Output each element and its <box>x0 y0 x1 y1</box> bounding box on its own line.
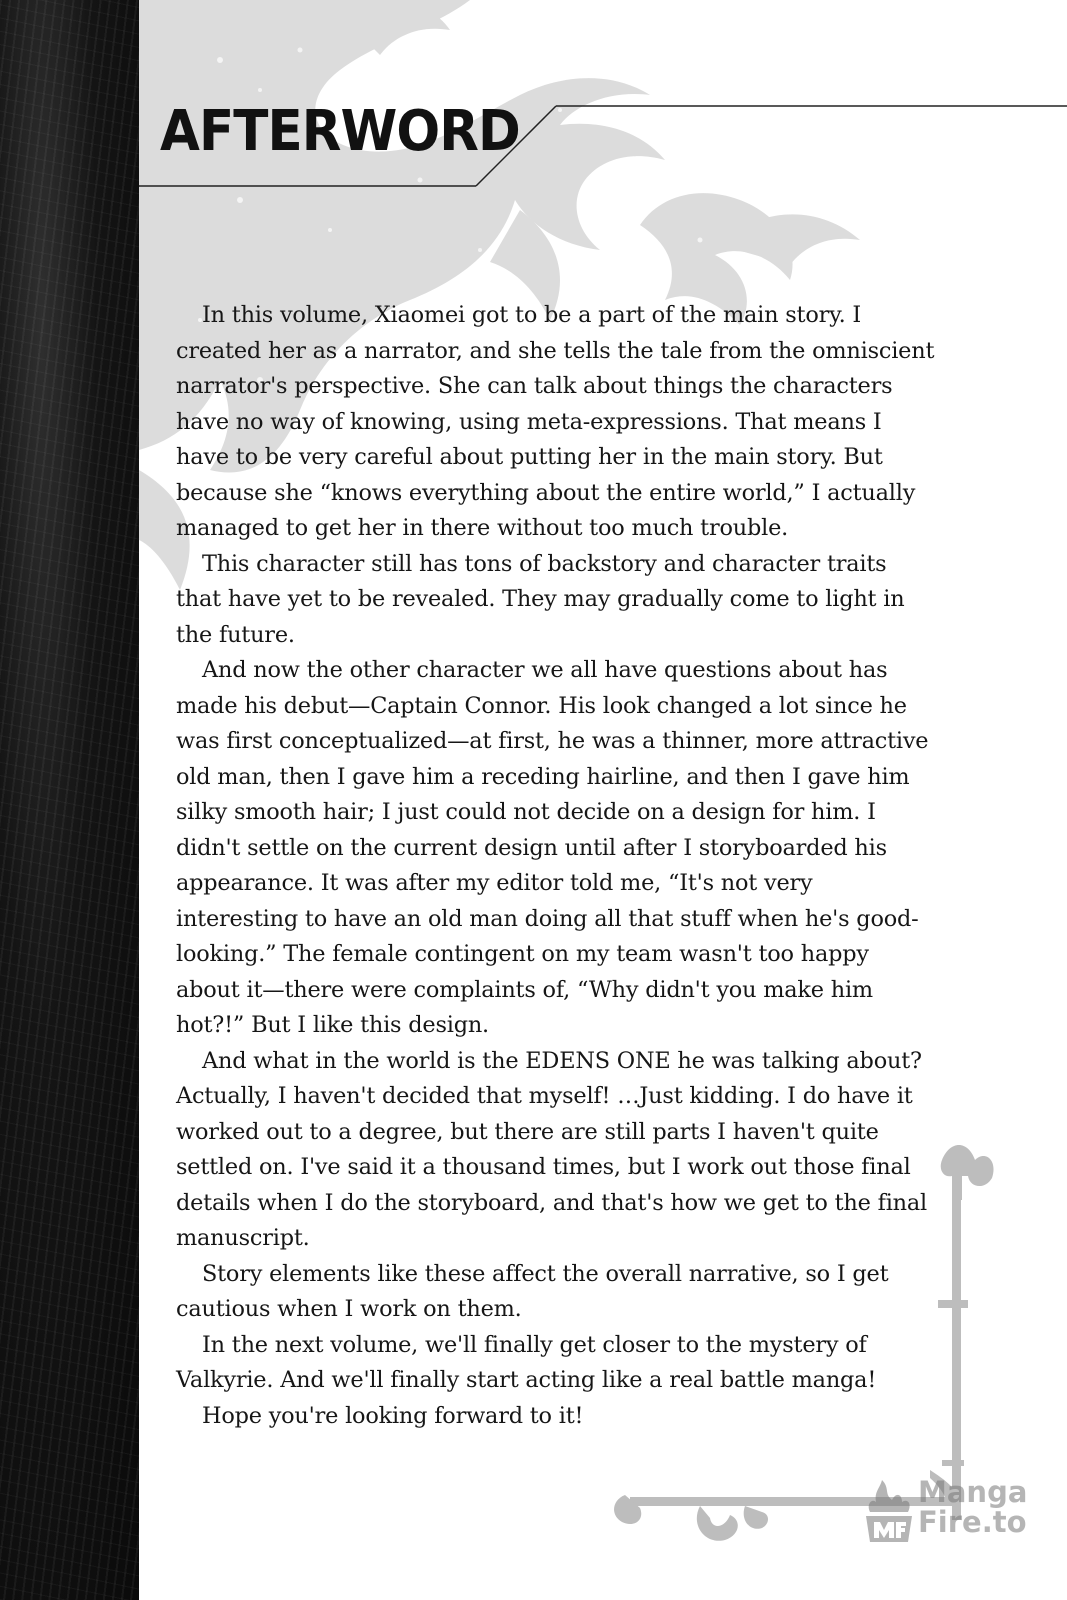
paragraph: And what in the world is the EDENS ONE he was talking about? Actually, I haven't decided that myself! …Just kidding. I do have it worked out to a degree, but there are still parts I haven't quite settled on. I've said it a thousand times, but I work out those final details when I do the storyboard, and that's how we get to the final manuscript. <box>176 1047 927 1251</box>
afterword-heading: AFTERWORD <box>160 99 520 164</box>
flame-logo-icon <box>862 1478 916 1544</box>
paragraph: In the next volume, we'll finally get closer to the mystery of Valkyrie. And we'll finally start acting like a real battle manga! <box>176 1331 877 1393</box>
paragraph: In this volume, Xiaomei got to be a part of the main story. I created her as a narrator, and she tells the tale from the omniscient narrator's perspective. She can talk about things the characters have no way of knowing, using meta-expressions. That means I have to be very careful about putting her in the main story. But because she “knows everything about the entire world,” I actually managed to get her in there without too much trouble. <box>176 302 935 541</box>
paragraph: Hope you're looking forward to it! <box>202 1402 584 1429</box>
watermark-line2: Fire.to <box>918 1505 1027 1539</box>
paragraph: Story elements like these affect the overall narrative, so I get cautious when I work on them. <box>176 1260 889 1322</box>
mangafire-watermark <box>862 1476 1032 1546</box>
paragraph: And now the other character we all have questions about has made his debut—Captain Connor. His look changed a lot since he was first conceptualized—at first, he was a thinner, more attractive old man, then I gave him a receding hairline, and then I gave him silky smooth hair; I just could not decide on a design for him. I didn't settle on the current design until after I storyboarded his appearance. It was after my editor told me, “It's not very interesting to have an old man doing all that stuff when he's good-looking.” The female contingent on my team wasn't too happy about it—there were complaints of, “Why didn't you make him hot?!” But I like this design. <box>176 657 929 1038</box>
watermark-line1: Manga <box>918 1475 1028 1509</box>
afterword-body <box>176 298 936 1434</box>
paragraph: This character still has tons of backstory and character traits that have yet to be revealed. They may gradually come to light in the future. <box>176 550 905 648</box>
